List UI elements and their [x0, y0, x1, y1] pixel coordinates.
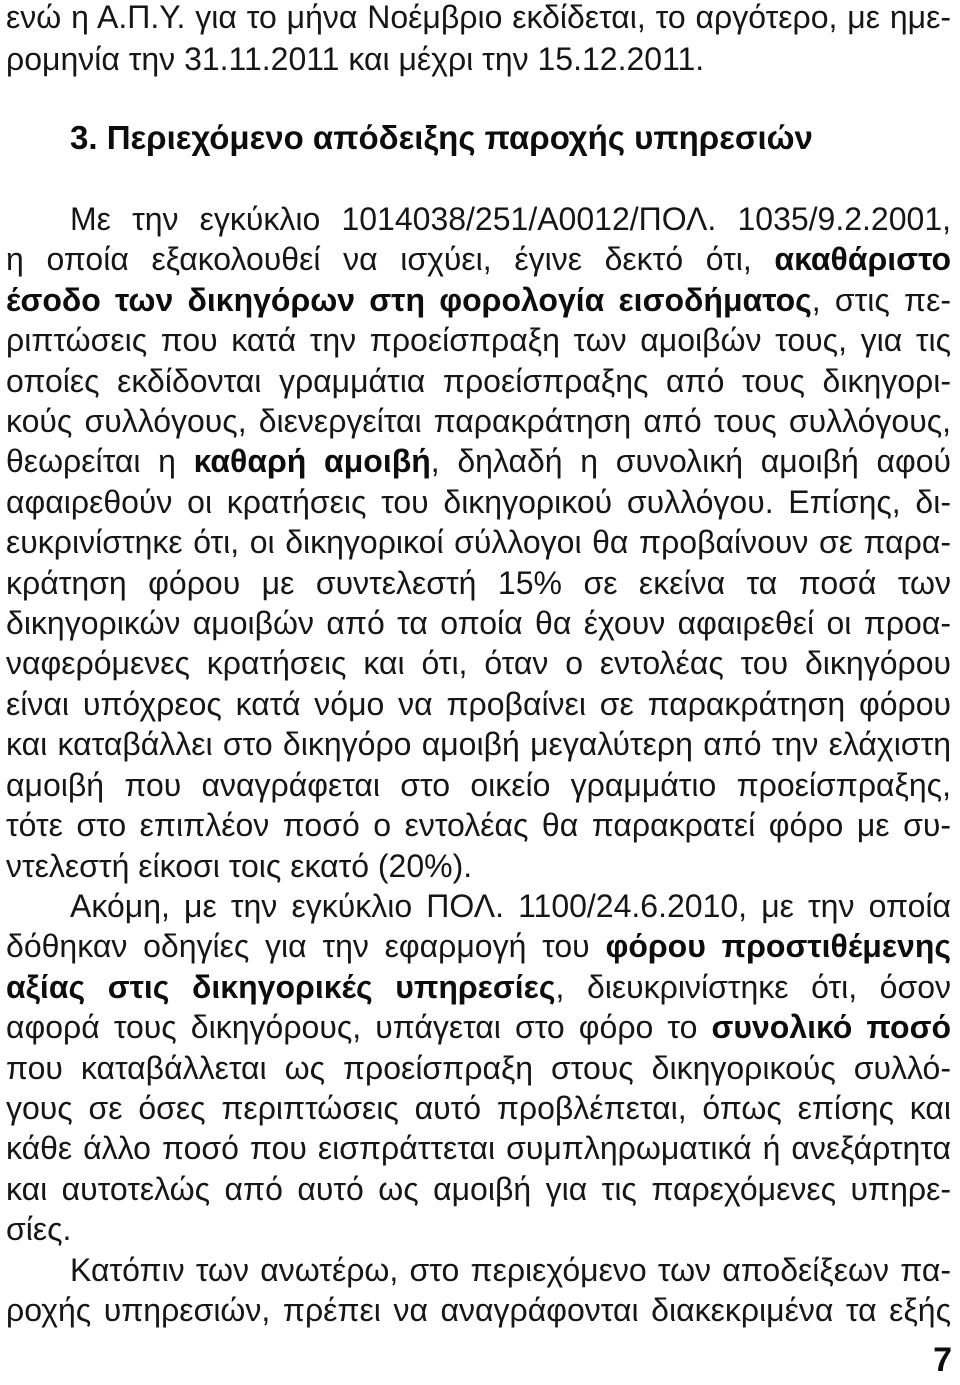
paragraph: [6, 1250, 952, 1331]
text-line: [6, 441, 952, 481]
text-line: ροχής υπηρεσιών, πρέπει να αναγράφονται διακεκριμένα τα εξής: [6, 1291, 951, 1328]
text-segment: αφορά τους δικηγόρους, υπάγεται στο φόρο το: [6, 1009, 712, 1046]
text-line: [6, 1007, 952, 1047]
text-line: [6, 967, 952, 1007]
text-line: ρομηνία την 31.11.2011 και μέχρι την 15.12.2011.: [6, 41, 705, 77]
text-segment: , διευκρινίστηκε ότι, όσον: [555, 968, 952, 1005]
text-segment: θεωρείται η: [6, 443, 194, 480]
page-number: 7: [933, 1341, 952, 1379]
text-line: σίες.: [6, 1211, 72, 1248]
bold-text: φόρου προστιθέμενης: [605, 928, 952, 965]
text-line: κούς συλλόγους, διενεργείται παρακράτηση από τους συλλόγους,: [6, 403, 951, 440]
text-line: Ακόμη, με την εγκύκλιο ΠΟΛ. 1100/24.6.2010, με την οποία: [70, 887, 951, 924]
text-line: τότε στο επιπλέον ποσό ο εντολέας θα παρακρατεί φόρο με συ-: [6, 807, 951, 844]
text-line: ευκρινίστηκε ότι, οι δικηγορικοί σύλλογοι θα προβαίνουν σε παρα-: [6, 524, 951, 561]
text-line: είναι υπόχρεος κατά νόμο να προβαίνει σε παρακράτηση φόρου: [6, 685, 951, 722]
text-segment: , στις πε-: [811, 281, 952, 318]
text-line: ντελεστή είκοσι τοις εκατό (20%).: [6, 847, 473, 884]
bold-text: συνολικό ποσό: [711, 1009, 952, 1046]
paragraph: [6, 199, 952, 886]
text-line: ενώ η Α.Π.Υ. για το μήνα Νοέμβριο εκδίδεται, το αργότερο, με ημε-: [6, 0, 951, 35]
text-line: που καταβάλλεται ως προείσπραξη στους δικηγορικούς συλλό-: [6, 1049, 951, 1086]
text-line: Κατόπιν των ανωτέρω, στο περιεχόμενο των αποδείξεων πα-: [70, 1251, 951, 1288]
text-line: ναφερόμενες κρατήσεις και ότι, όταν ο εντολέας του δικηγόρου: [6, 645, 951, 682]
text-segment: δόθηκαν οδηγίες για την εφαρμογή του: [6, 928, 606, 965]
text-line: αφαιρεθούν οι κρατήσεις του δικηγορικού συλλόγου. Επίσης, δι-: [6, 483, 951, 520]
text-line: οποίες εκδίδονται γραμμάτια προείσπραξης από τους δικηγορι-: [6, 362, 951, 399]
bold-text: ακαθάριστο: [774, 241, 951, 278]
text-line: και καταβάλλει στο δικηγόρο αμοιβή μεγαλύτερη από την ελάχιστη: [6, 726, 951, 763]
section-heading: 3. Περιεχόμενο απόδειξης παροχής υπηρεσιών: [70, 119, 813, 156]
text-line: ριπτώσεις που κατά την προείσπραξη των αμοιβών τους, για τις: [6, 322, 951, 359]
bold-text: έσοδο των δικηγόρων στη φορολογία εισοδήματος: [6, 281, 812, 318]
text-line: γους σε όσες περιπτώσεις αυτό προβλέπεται, όπως επίσης και: [6, 1089, 951, 1126]
text-line: δικηγορικών αμοιβών από τα οποία θα έχουν αφαιρεθεί οι προα-: [6, 605, 951, 642]
text-segment: η οποία εξακολουθεί να ισχύει, έγινε δεκτό ότι,: [6, 241, 775, 278]
text-line: Με την εγκύκλιο 1014038/251/Α0012/ΠΟΛ. 1035/9.2.2001,: [70, 201, 951, 237]
paragraph: [6, 886, 952, 1250]
text-line: [6, 926, 952, 966]
body-text: [6, 199, 952, 1330]
intro-text: [6, 0, 952, 80]
text-line: και αυτοτελώς από αυτό ως αμοιβή για τις παρεχόμενες υπηρε-: [6, 1170, 951, 1207]
text-line: αμοιβή που αναγράφεται στο οικείο γραμμάτιο προείσπραξης,: [6, 766, 951, 803]
text-line: [6, 239, 952, 279]
text-segment: , δηλαδή η συνολική αμοιβή αφού: [430, 443, 952, 480]
bold-text: αξίας στις δικηγορικές υπηρεσίες: [6, 968, 556, 1005]
text-line: [6, 280, 952, 320]
text-line: κάθε άλλο ποσό που εισπράττεται συμπληρωματικά ή ανεξάρτητα: [6, 1130, 951, 1167]
bold-text: καθαρή αμοιβή: [193, 443, 431, 480]
text-line: κράτηση φόρου με συντελεστή 15% σε εκείνα τα ποσά των: [6, 564, 951, 601]
